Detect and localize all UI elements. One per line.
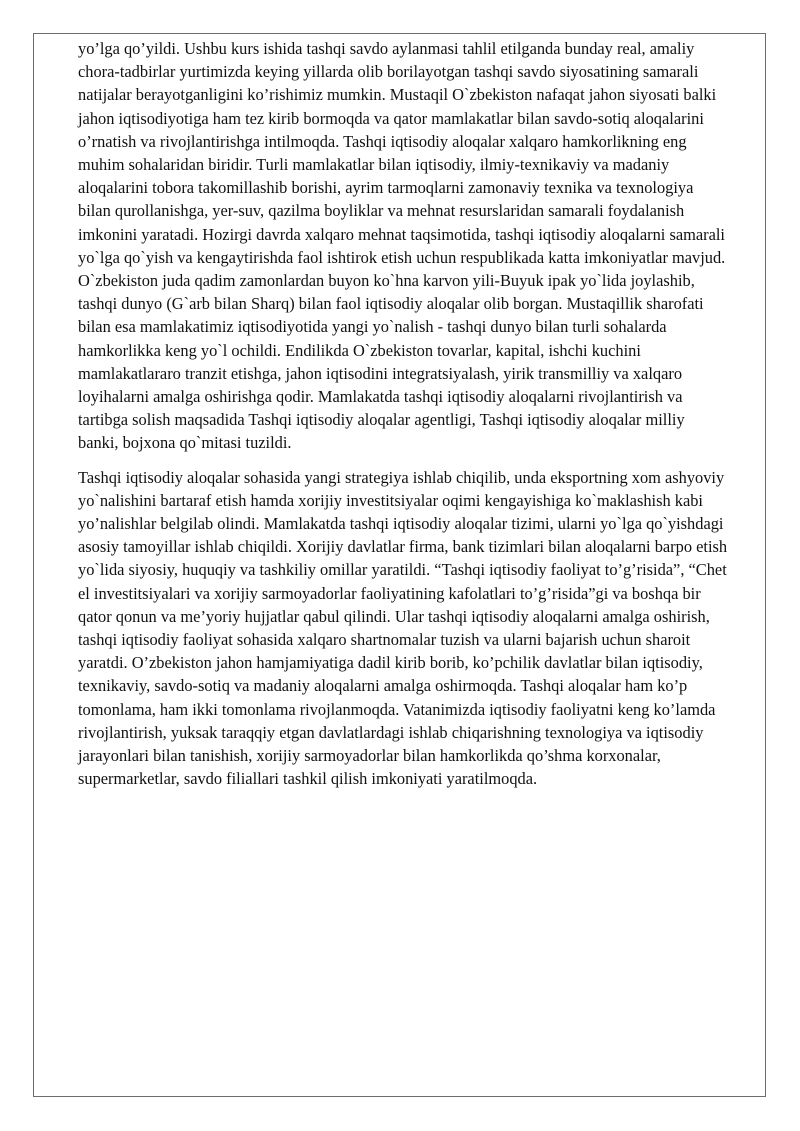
document-body: [78, 37, 728, 791]
paragraph-1: yo’lga qo’yildi. Ushbu kurs ishida tashqi savdo aylanmasi tahlil etilganda bunday real, amaliy chora-tadbirlar yurtimizda keying yillarda olib borilayotgan tashqi savdo siyosatining samarali natijalar berayotganligini ko’rishimiz mumkin. Mustaqil O`zbekiston nafaqat jahon siyosati balki jahon iqtisodiyotiga ham tez kirib bormoqda va qator mamlakatlar bilan savdo-sotiq aloqalarini o’rnatish va rivojlantirishga intilmoqda. Tashqi iqtisodiy aloqalar xalqaro hamkorlikning eng muhim sohalaridan biridir. Turli mamlakatlar bilan iqtisodiy, ilmiy-texnikaviy va madaniy aloqalarini tobora takomillashib borishi, ayrim tarmoqlarni zamonaviy texnika va texnologiya bilan qurollanishga, yer-suv, qazilma boyliklar va mehnat resurslaridan samarali foydalanish imkonini yaratadi. Hozirgi davrda xalqaro mehnat taqsimotida, tashqi iqtisodiy aloqalarni samarali yo`lga qo`yish va kengaytirishda faol ishtirok etish uchun respublikada katta imkoniyatlar mavjud. O`zbekiston juda qadim zamonlardan buyon ko`hna karvon yili-Buyuk ipak yo`lida joylashib, tashqi dunyo (G`arb bilan Sharq) bilan faol iqtisodiy aloqalar olib borgan. Mustaqillik sharofati bilan esa mamlakatimiz iqtisodiyotida yangi yo`nalish - tashqi dunyo bilan turli sohalarda hamkorlikka keng yo`l ochildi. Endilikda O`zbekiston tovarlar, kapital, ishchi kuchini mamlakatlararo tranzit etishga, jahon iqtisodini integratsiyalash, yirik transmilliy va xalqaro loyihalarni amalga oshirishga qodir. Mamlakatda tashqi iqtisodiy aloqalarni rivojlantirish va tartibga solish maqsadida Tashqi iqtisodiy aloqalar agentligi, Tashqi iqtisodiy aloqalar milliy banki, bojxona qo`mitasi tuzildi.: [78, 39, 726, 453]
paragraph-2: Tashqi iqtisodiy aloqalar sohasida yangi strategiya ishlab chiqilib, unda eksportning xom ashyoviy yo`nalishini bartaraf etish hamda xorijiy investitsiyalar oqimi kengayishiga ko`maklashish kabi yo’nalishlar belgilab olindi. Mamlakatda tashqi iqtisodiy aloqalar tizimi, ularni yo`lga qo`yishdagi asosiy tamoyillar ishlab chiqildi. Xorijiy davlatlar firma, bank tizimlari bilan aloqalarni barpo etish yo`lida siyosiy, huquqiy va tashkiliy omillar yaratildi. “Tashqi iqtisodiy faoliyat to’g’risida”, “Chet el investitsiyalari va xorijiy sarmoyadorlar faoliyatining kafolatlari to’g’risida”gi va boshqa bir qator qonun va me’yoriy hujjatlar qabul qilindi. Ular tashqi iqtisodiy aloqalarni amalga oshirish, tashqi iqtisodiy faoliyat sohasida xalqaro shartnomalar tuzish va ularni bajarish uchun sharoit yaratdi. O’zbekiston jahon hamjamiyatiga dadil kirib borib, ko’pchilik davlatlar bilan iqtisodiy, texnikaviy, savdo-sotiq va madaniy aloqalarni amalga oshirmoqda. Tashqi aloqalar ham ko’p tomonlama, ham ikki tomonlama rivojlanmoqda. Vatanimizda iqtisodiy faoliyatni keng ko’lamda rivojlantirish, yuksak taraqqiy etgan davlatlardagi ishlab chiqarishning texnologiya va iqtisodiy jarayonlari bilan tanishish, xorijiy sarmoyadorlar bilan hamkorlikda qo’shma korxonalar, supermarketlar, savdo filiallari tashkil qilish imkoniyati yaratilmoqda.: [78, 467, 728, 789]
